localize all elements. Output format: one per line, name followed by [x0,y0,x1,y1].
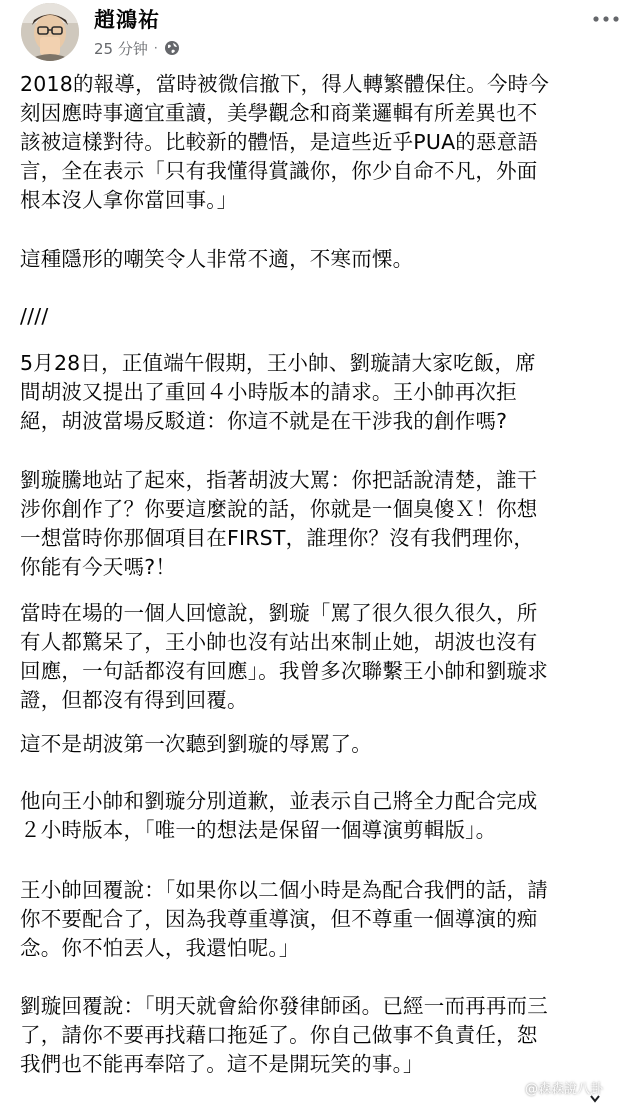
post-meta [94,38,180,58]
post-paragraph [20,876,626,963]
post-paragraph [20,349,626,436]
more-horizontal-icon[interactable] [588,8,624,30]
post-line: 有人都驚呆了，王小帥也沒有站出來制止她，胡波也沒有 [20,630,538,654]
post-paragraph [20,992,626,1079]
post-line: 這種隱形的嘲笑令人非常不適，不寒而慄。 [20,247,414,271]
post-paragraph [20,787,626,845]
post-line: 刻因應時事適宜重讀，美學觀念和商業邏輯有所差異也不 [20,101,538,125]
post-line: 該被這樣對待。比較新的體悟，是這些近乎PUA的惡意語 [20,130,539,154]
meta-separator: · [153,41,158,55]
post-line: 你不要配合了，因為我尊重導演，但不尊重一個導演的痴 [20,907,538,931]
post-paragraph [20,730,626,759]
post-divider-text: //// [20,304,49,328]
post-paragraph [20,599,626,715]
post-line: 5月28日，正值端午假期，王小帥、劉璇請大家吃飯，席 [20,351,536,375]
post-paragraph [20,245,626,274]
watermark-logo-icon [506,1079,522,1095]
post-line: 證，但都沒有得到回覆。 [20,688,248,712]
post-line: 間胡波又提出了重回４小時版本的請求。王小帥再次拒 [20,380,517,404]
post-line: 這不是胡波第一次聽到劉璇的辱罵了。 [20,732,372,756]
post-line: ２小時版本，「唯一的想法是保留一個導演剪輯版」。 [20,818,497,842]
scroll-indicator-icon [588,1092,602,1106]
post-line: 劉璇騰地站了起來，指著胡波大罵：你把話說清楚，誰干 [20,468,538,492]
post-line: 了，請你不要再找藉口拖延了。你自己做事不負責任，恕 [20,1023,538,1047]
post-paragraph [20,302,626,331]
post-line: 根本沒人拿你當回事。」 [20,188,238,212]
post-line: 他向王小帥和劉璇分別道歉，並表示自己將全力配合完成 [20,789,538,813]
post-paragraph [20,70,626,215]
post-line: 絕，胡波當場反駁道：你這不就是在干涉我的創作嗎? [20,409,508,433]
post-line: 涉你創作了？你要這麼說的話，你就是一個臭傻Ｘ！你想 [20,497,538,521]
globe-icon[interactable] [164,40,180,56]
post-line: 我們也不能再奉陪了。這不是開玩笑的事。」 [20,1052,424,1076]
post-line: 言，全在表示「只有我懂得賞識你，你少自命不凡，外面 [20,159,538,183]
post-line: 王小帥回覆說：「如果你以二個小時是為配合我們的話，請 [20,878,548,902]
post-line: 回應，一句話都沒有回應」。我曾多次聯繫王小帥和劉璇求 [20,659,548,683]
avatar-image [21,3,79,61]
author-name[interactable]: 趙鴻祐 [94,8,160,32]
avatar[interactable] [21,3,79,61]
post-line: 劉璇回覆說：「明天就會給你發律師函。已經一而再再而三 [20,994,548,1018]
post-line: 念。你不怕丟人，我還怕呢。」 [20,936,300,960]
post-time[interactable]: 25 分钟 [94,39,148,58]
post-line: 你能有今天嗎?！ [20,555,176,579]
post-header [0,0,640,66]
post-line: 當時在場的一個人回憶說，劉璇「罵了很久很久很久，所 [20,601,538,625]
post-line: 一想當時你那個項目在FIRST，誰理你？沒有我們理你， [20,526,535,550]
watermark-text: @森森說八卦 [525,1081,604,1097]
post-paragraph [20,466,626,582]
post-line: 2018的報導，當時被微信撤下，得人轉繁體保住。今時今 [20,72,550,96]
